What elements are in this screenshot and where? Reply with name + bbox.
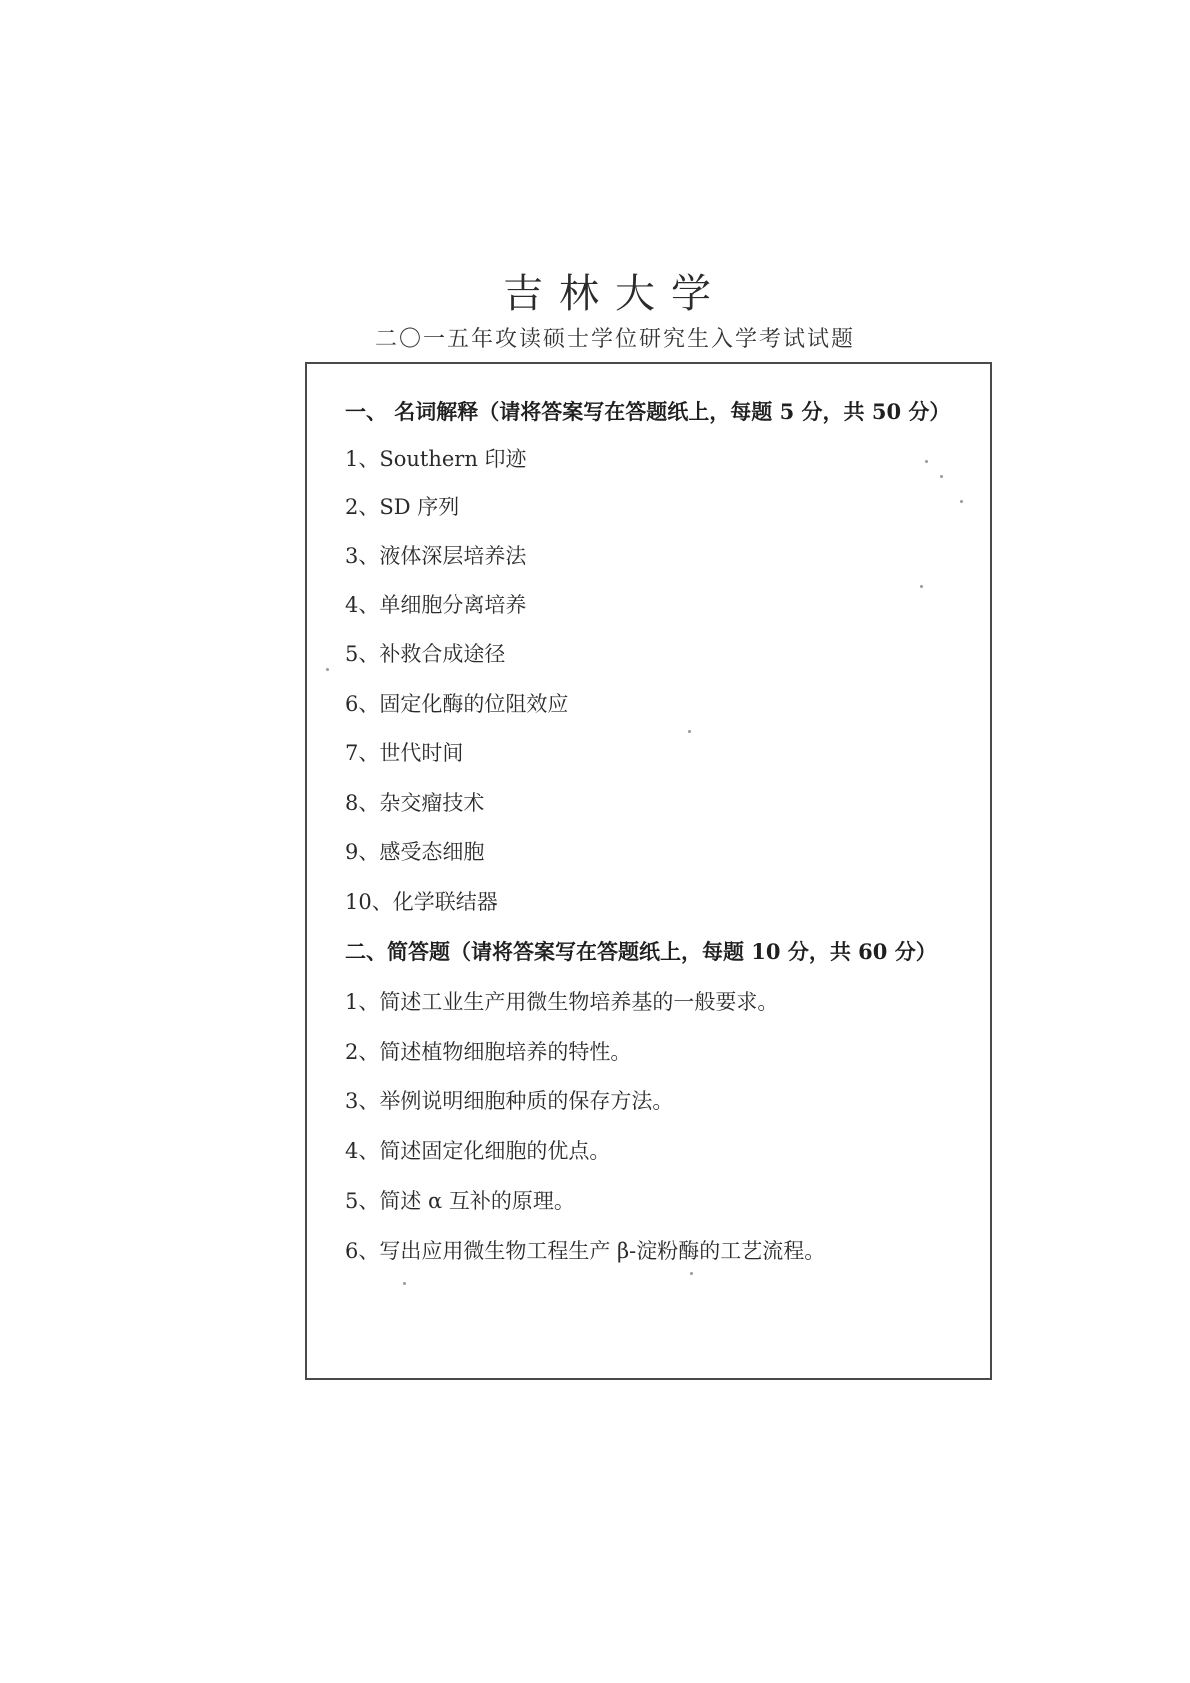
section-2-item: 5、简述 α 互补的原理。	[345, 1189, 575, 1213]
scan-speck	[690, 1272, 693, 1275]
section-1-item: 2、SD 序列	[345, 495, 460, 519]
section-2-item: 1、简述工业生产用微生物培养基的一般要求。	[345, 990, 779, 1014]
section-1-item: 10、化学联结器	[345, 890, 498, 914]
section-1-item: 4、单细胞分离培养	[345, 593, 527, 617]
section-1-item: 9、感受态细胞	[345, 840, 485, 864]
section-1-item: 5、补救合成途径	[345, 642, 506, 666]
section-2-item: 6、写出应用微生物工程生产 β-淀粉酶的工艺流程。	[345, 1239, 826, 1263]
scan-speck	[940, 475, 943, 478]
section-1-item: 3、液体深层培养法	[345, 544, 527, 568]
section-1-heading: 一、 名词解释（请将答案写在答题纸上，每题 5 分，共 50 分）	[345, 399, 951, 424]
scan-speck	[403, 1282, 406, 1285]
exam-title: 二〇一五年攻读硕士学位研究生入学考试试题	[374, 327, 855, 352]
section-1-item: 8、杂交瘤技术	[345, 791, 485, 815]
section-2-item: 4、简述固定化细胞的优点。	[345, 1139, 611, 1163]
section-2-item: 3、举例说明细胞种质的保存方法。	[345, 1089, 674, 1113]
section-1-item: 7、世代时间	[345, 741, 464, 765]
scan-speck	[920, 585, 923, 588]
scan-speck	[925, 460, 928, 463]
section-2-heading: 二、简答题（请将答案写在答题纸上，每题 10 分，共 60 分）	[345, 939, 937, 964]
section-2-item: 2、简述植物细胞培养的特性。	[345, 1040, 632, 1064]
section-1-item: 6、固定化酶的位阻效应	[345, 692, 569, 716]
scan-speck	[688, 730, 691, 733]
section-1-item: 1、Southern 印迹	[345, 447, 527, 471]
scan-speck	[960, 500, 963, 503]
university-name: 吉林大学	[503, 271, 727, 317]
scan-speck	[326, 668, 329, 671]
